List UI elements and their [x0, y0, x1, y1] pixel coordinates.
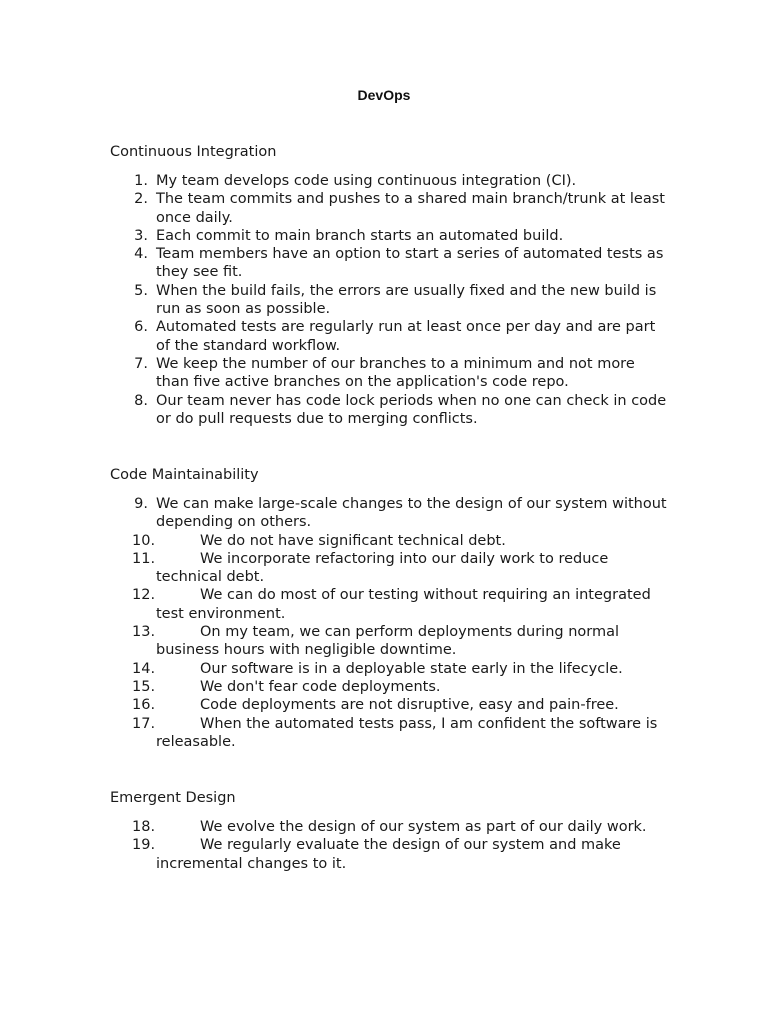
list-item — [110, 282, 670, 319]
item-list — [110, 495, 670, 751]
list-item — [110, 190, 670, 227]
section-heading: Code Maintainability — [110, 467, 259, 483]
item-list — [110, 818, 670, 873]
list-item — [110, 678, 670, 696]
list-item — [110, 660, 670, 678]
item-text: Code deployments are not disruptive, easy and pain-free. — [200, 697, 619, 714]
item-number: 10. — [132, 532, 156, 549]
item-text: We incorporate refactoring into our daily work to reduce technical debt. — [156, 550, 609, 586]
item-number: 5. — [134, 282, 148, 299]
item-number: 11. — [132, 550, 156, 567]
item-number: 16. — [132, 697, 156, 714]
list-item — [110, 818, 670, 836]
section-heading: Emergent Design — [110, 790, 236, 806]
item-text: We don't fear code deployments. — [200, 678, 441, 695]
item-number: 17. — [132, 715, 156, 732]
list-item — [110, 172, 670, 190]
item-number: 6. — [134, 319, 148, 336]
list-item — [110, 495, 670, 532]
item-number: 15. — [132, 678, 156, 695]
item-text: Team members have an option to start a series of automated tests as they see fit. — [156, 246, 664, 281]
item-number: 1. — [134, 173, 148, 189]
list-item — [110, 623, 670, 660]
item-number: 18. — [132, 819, 156, 835]
section-heading: Continuous Integration — [110, 144, 277, 160]
item-text: When the build fails, the errors are usually fixed and the new build is run as soon as possible. — [156, 282, 657, 318]
item-text: Each commit to main branch starts an automated build. — [156, 227, 564, 244]
item-number: 13. — [132, 624, 156, 641]
item-text: We regularly evaluate the design of our system and make incremental changes to it. — [156, 837, 621, 872]
item-text: On my team, we can perform deployments during normal business hours with negligible downtime. — [156, 624, 619, 659]
item-text: Our software is in a deployable state early in the lifecycle. — [200, 660, 623, 677]
item-number: 14. — [132, 660, 156, 677]
item-number: 4. — [134, 246, 148, 263]
item-text: When the automated tests pass, I am confident the software is releasable. — [156, 715, 658, 750]
item-text: My team develops code using continuous integration (CI). — [156, 173, 577, 189]
list-item — [110, 550, 670, 587]
list-item — [110, 586, 670, 623]
list-item — [110, 836, 670, 873]
item-text: We can do most of our testing without requiring an integrated test environment. — [156, 587, 651, 622]
item-text: Our team never has code lock periods when no one can check in code or do pull requests due to merging conflicts. — [156, 392, 667, 427]
item-number: 12. — [132, 587, 156, 604]
item-text: We keep the number of our branches to a minimum and not more than five active branches on the application's code repo. — [156, 355, 635, 391]
item-number: 8. — [134, 392, 148, 409]
item-number: 2. — [134, 191, 148, 208]
list-item — [110, 532, 670, 550]
item-text: We evolve the design of our system as part of our daily work. — [200, 819, 647, 835]
list-item — [110, 392, 670, 429]
item-text: We can make large-scale changes to the design of our system without depending on others. — [156, 496, 667, 531]
section-continuous-integration — [110, 143, 670, 428]
section-code-maintainability — [110, 466, 670, 751]
item-number: 7. — [134, 355, 148, 372]
list-item — [110, 355, 670, 392]
item-text: The team commits and pushes to a shared main branch/trunk at least once daily. — [156, 191, 665, 226]
item-list — [110, 172, 670, 428]
item-text: Automated tests are regularly run at least once per day and are part of the standard workflow. — [156, 319, 656, 354]
list-item — [110, 318, 670, 355]
document-title: DevOps — [357, 87, 411, 103]
list-item — [110, 245, 670, 282]
item-number: 3. — [134, 227, 148, 244]
item-number: 9. — [134, 496, 148, 512]
list-item — [110, 696, 670, 714]
list-item — [110, 715, 670, 752]
item-number: 19. — [132, 837, 156, 854]
list-item — [110, 227, 670, 245]
item-text: We do not have significant technical debt. — [200, 532, 506, 549]
section-emergent-design — [110, 789, 670, 873]
